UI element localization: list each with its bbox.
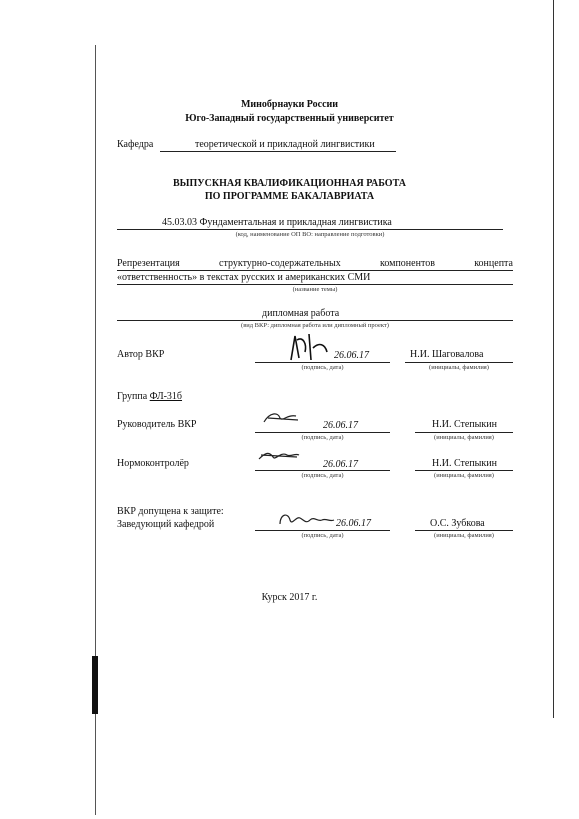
program-value: 45.03.03 Фундаментальная и прикладная лингвистика bbox=[162, 217, 392, 228]
supervisor-name-caption: (инициалы, фамилия) bbox=[434, 434, 494, 441]
group-value: ФЛ-31б bbox=[149, 391, 183, 402]
normcontroller-date: 26.06.17 bbox=[323, 459, 358, 470]
work-type-underline bbox=[117, 320, 513, 321]
topic-word-3: компонентов bbox=[379, 258, 435, 269]
author-label: Автор ВКР bbox=[117, 349, 165, 360]
topic-word-4: концепта bbox=[474, 258, 513, 269]
head-signature bbox=[276, 508, 336, 530]
author-date: 26.06.17 bbox=[334, 350, 369, 361]
supervisor-sig-line bbox=[255, 432, 390, 433]
group-label: Группа bbox=[117, 391, 148, 402]
author-signature bbox=[283, 330, 331, 364]
topic-word-2: структурно-содержательных bbox=[219, 258, 341, 269]
topic-line-2: «ответственность» в текстах русских и американских СМИ bbox=[117, 272, 371, 283]
department-underline bbox=[160, 151, 396, 152]
supervisor-sig-caption: (подпись, дата) bbox=[301, 434, 344, 441]
normcontroller-signature bbox=[257, 447, 301, 465]
author-name: Н.И. Шаговалова bbox=[410, 349, 484, 360]
university-name: Юго-Западный государственный университет bbox=[185, 113, 394, 124]
supervisor-date: 26.06.17 bbox=[323, 420, 358, 431]
normcontroller-sig-line bbox=[255, 470, 390, 471]
program-caption: (код, наименование ОП ВО: направление подготовки) bbox=[235, 231, 385, 238]
admission-label: ВКР допущена к защите: bbox=[117, 506, 224, 517]
head-sig-caption: (подпись, дата) bbox=[301, 532, 344, 539]
normcontroller-label: Нормоконтролёр bbox=[117, 458, 189, 469]
head-name-caption: (инициалы, фамилия) bbox=[434, 532, 494, 539]
head-name: О.С. Зубкова bbox=[430, 518, 485, 529]
head-sig-line bbox=[255, 530, 390, 531]
title-line-2: ПО ПРОГРАММЕ БАКАЛАВРИАТА bbox=[204, 191, 375, 202]
topic-underline-2 bbox=[117, 284, 513, 285]
topic-word-1: Репрезентация bbox=[117, 258, 180, 269]
author-name-caption: (инициалы, фамилия) bbox=[429, 364, 489, 371]
work-type-value: дипломная работа bbox=[262, 308, 340, 319]
supervisor-name-line bbox=[415, 432, 513, 433]
supervisor-name: Н.И. Степыкин bbox=[432, 419, 497, 430]
topic-underline-1 bbox=[117, 270, 513, 271]
normcontroller-name: Н.И. Степыкин bbox=[432, 458, 497, 469]
normcontroller-name-line bbox=[415, 470, 513, 471]
head-of-department-label: Заведующий кафедрой bbox=[117, 519, 215, 530]
topic-caption: (название темы) bbox=[292, 286, 338, 293]
author-name-line bbox=[405, 362, 513, 363]
normcontroller-name-caption: (инициалы, фамилия) bbox=[434, 472, 494, 479]
work-type-caption: (вид ВКР: дипломная работа или дипломный проект) bbox=[241, 322, 389, 329]
scan-mark bbox=[92, 656, 98, 714]
author-sig-line bbox=[255, 362, 390, 363]
ministry-name: Минобрнауки России bbox=[240, 99, 339, 110]
author-sig-caption: (подпись, дата) bbox=[301, 364, 344, 371]
title-line-1: ВЫПУСКНАЯ КВАЛИФИКАЦИОННАЯ РАБОТА bbox=[173, 178, 406, 189]
head-date: 26.06.17 bbox=[336, 518, 371, 529]
department-label: Кафедра bbox=[117, 139, 154, 150]
department-value: теоретической и прикладной лингвистики bbox=[195, 139, 375, 150]
city-year: Курск 2017 г. bbox=[261, 592, 318, 603]
program-underline bbox=[117, 229, 503, 230]
normcontroller-sig-caption: (подпись, дата) bbox=[301, 472, 344, 479]
supervisor-label: Руководитель ВКР bbox=[117, 419, 197, 430]
supervisor-signature bbox=[262, 408, 302, 426]
head-name-line bbox=[415, 530, 513, 531]
